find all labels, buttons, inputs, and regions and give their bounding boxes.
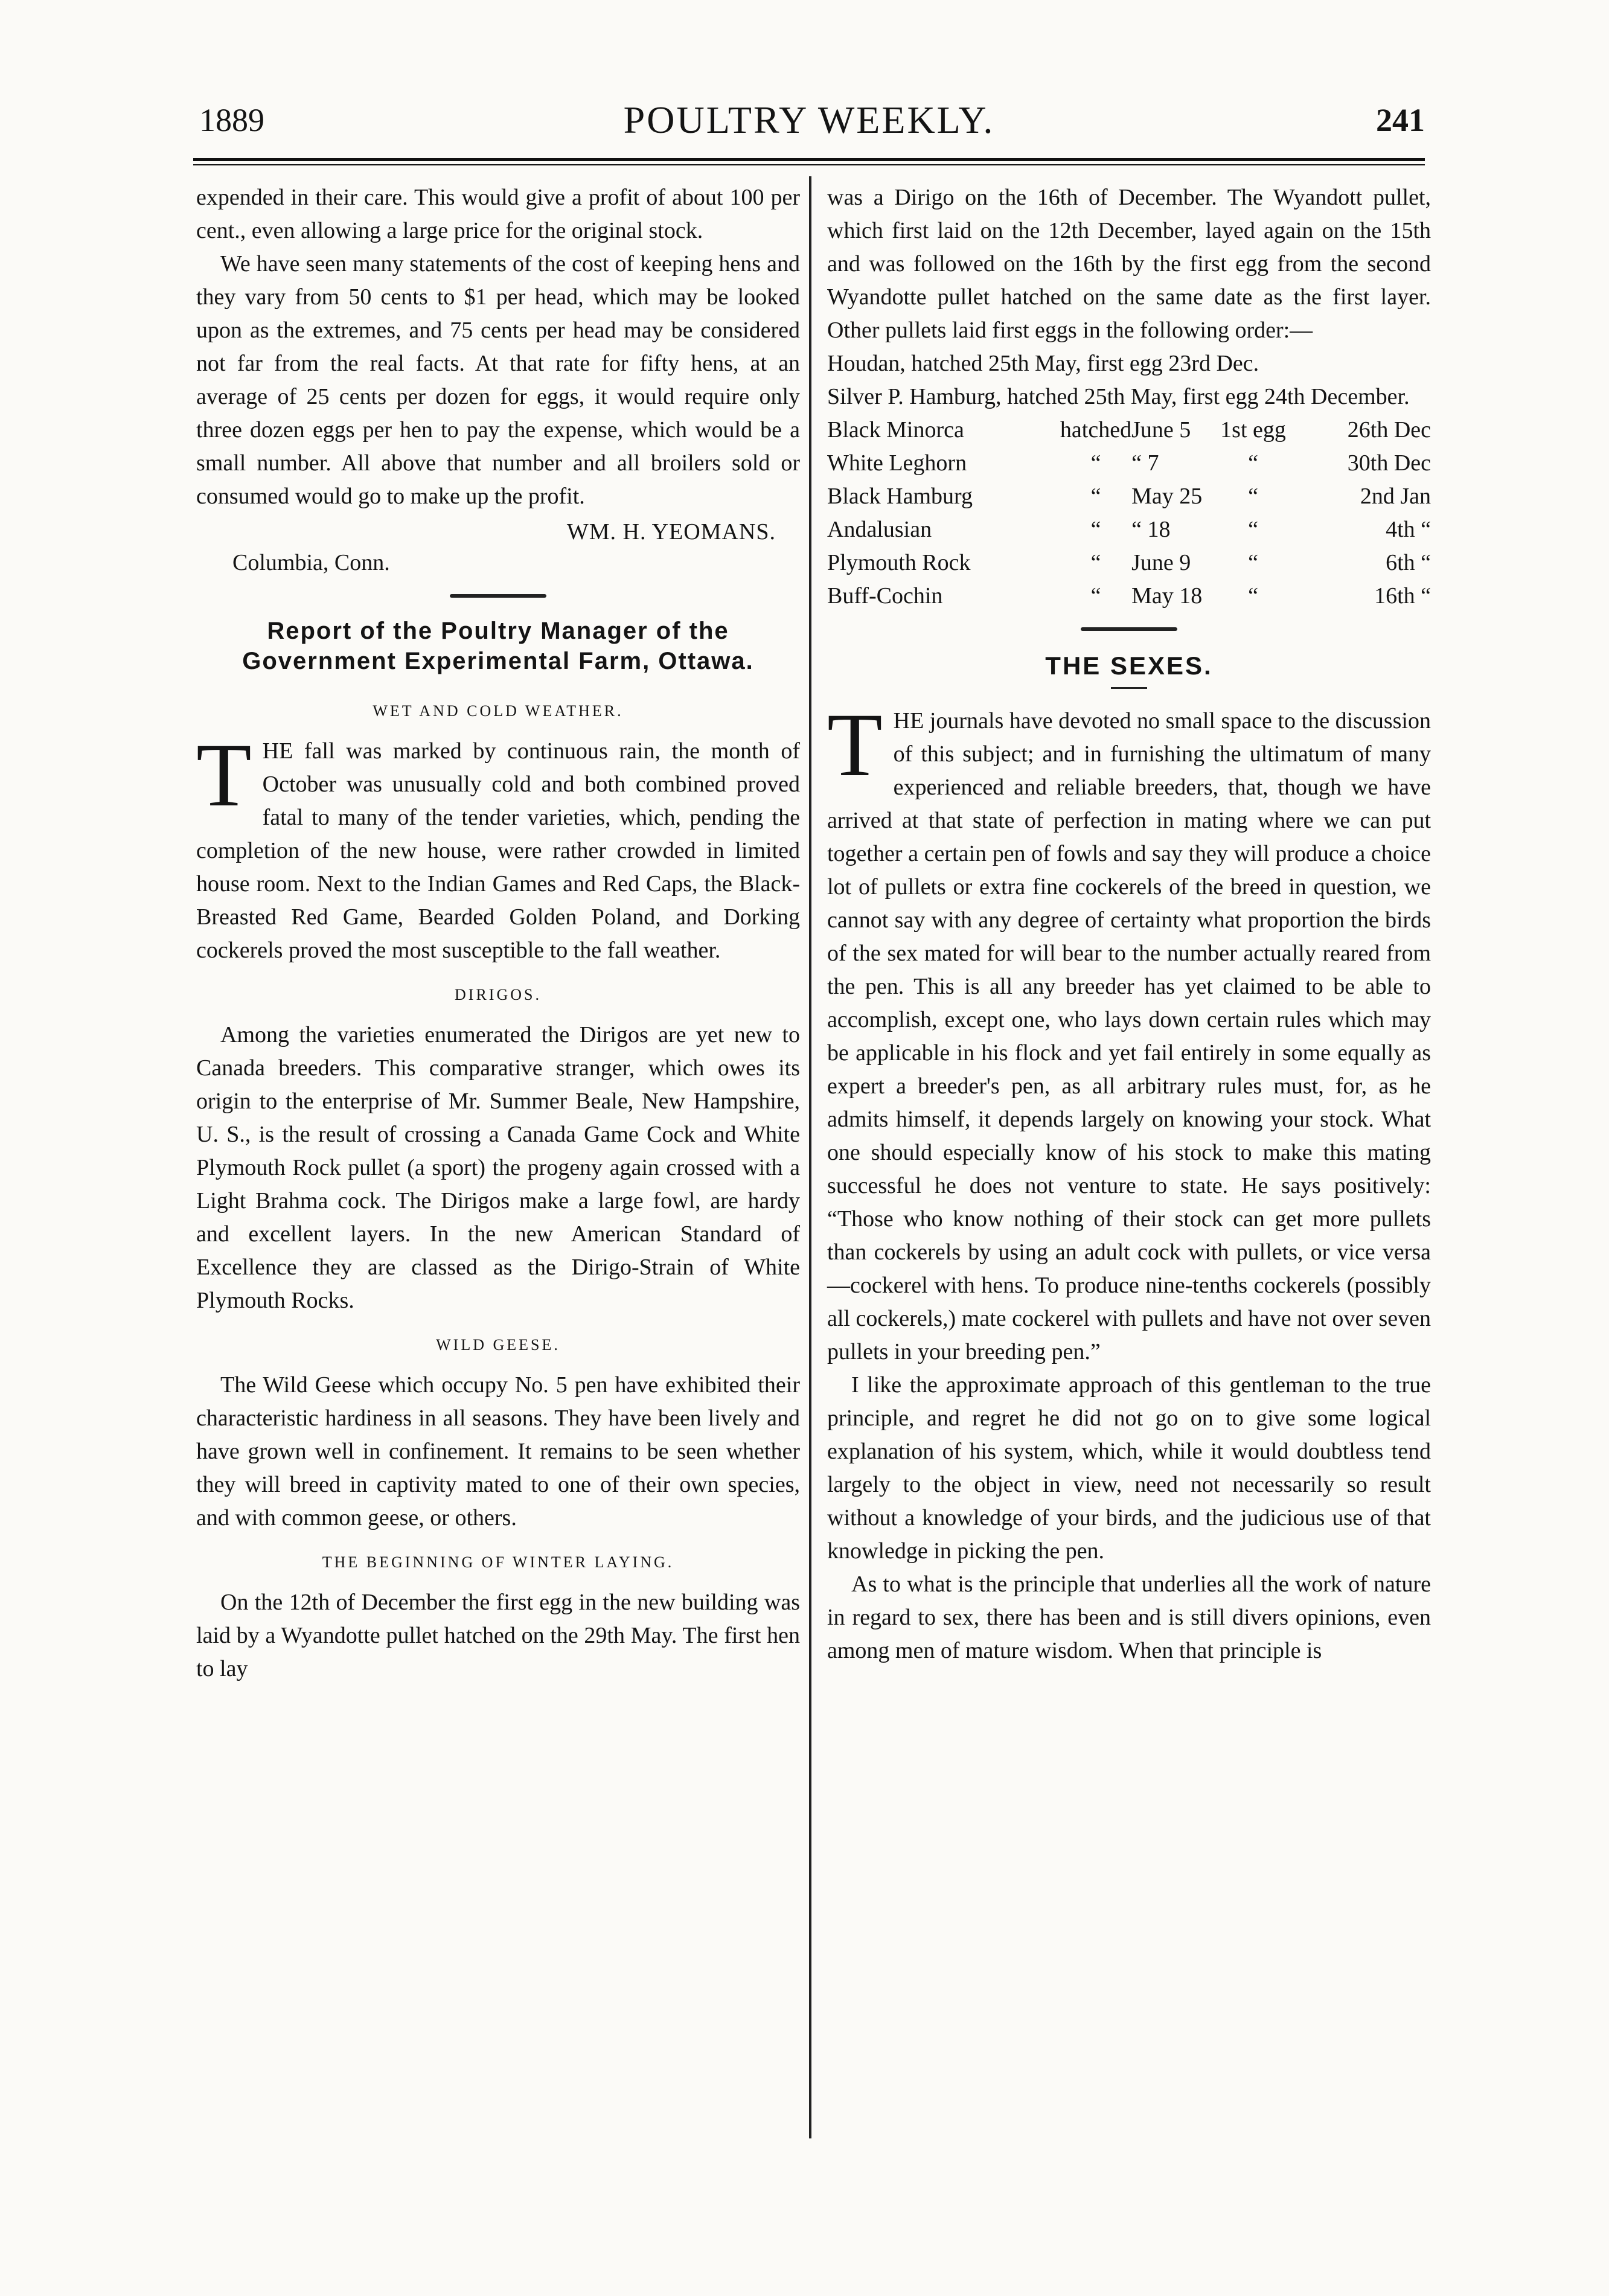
author-place: Columbia, Conn. <box>232 550 390 575</box>
weather-paragraph <box>196 725 800 967</box>
title-underline <box>1111 687 1147 689</box>
subhead-dirigos: DIRIGOS. <box>455 986 542 1003</box>
right-column <box>827 181 1431 1668</box>
breed-cell: Black Minorca <box>827 417 964 443</box>
egg-date-cell: 26th Dec <box>1347 417 1431 443</box>
table-row <box>827 580 1431 613</box>
left-column <box>196 181 800 1686</box>
first-egg-cell: 1st egg <box>1220 417 1286 443</box>
first-egg-cell: “ <box>1248 450 1258 476</box>
section-divider <box>450 594 546 598</box>
egg-date-cell: 2nd Jan <box>1360 484 1431 509</box>
breed-cell: Black Hamburg <box>827 484 973 509</box>
table-row <box>827 414 1431 447</box>
page-header <box>193 91 1425 157</box>
sexes-paragraph-1 <box>827 695 1431 1369</box>
subhead-winter-laying: THE BEGINNING OF WINTER LAYING. <box>322 1553 674 1571</box>
table-row <box>827 480 1431 513</box>
first-egg-cell: “ <box>1248 517 1258 542</box>
sexes-paragraph-3: As to what is the principle that underlies all the work of nature in regard to sex, there has been and is still divers opinions, even among men of mature wisdom. When that principle is <box>827 1572 1431 1663</box>
report-title: Report of the Poultry Manager of the Government Experimental Farm, Ottawa. <box>242 618 754 674</box>
header-title: POULTRY WEEKLY. <box>623 98 995 141</box>
column-divider <box>809 176 811 2138</box>
first-egg-cell: “ <box>1248 583 1258 609</box>
sexes-paragraph-2: I like the approximate approach of this gentleman to the true principle, and regret he did not go on to give some logical explanation of his system, which, while it would doubtless tend largely to the object in view, need not necessarily so result without a knowledge of your birds, and the judicious use of that knowledge in picking the pen. <box>827 1372 1431 1564</box>
header-page-number: 241 <box>1376 102 1425 138</box>
hatch-date-cell: “ 18 <box>1131 517 1171 542</box>
intro-paragraph-1: expended in their care. This would give a profit of about 100 per cent., even allowing a large price for the original stock. <box>196 185 800 243</box>
order-line-2: Silver P. Hamburg, hatched 25th May, first egg 24th December. <box>827 384 1410 409</box>
laying-order-table <box>827 414 1431 613</box>
hatch-date-cell: June 5 <box>1131 417 1191 443</box>
egg-date-cell: 4th “ <box>1386 517 1431 542</box>
table-row <box>827 447 1431 480</box>
author-signature: WM. H. YEOMANS. <box>566 519 776 545</box>
header-rule <box>193 158 1425 161</box>
header-year: 1889 <box>199 102 264 138</box>
breed-cell: Plymouth Rock <box>827 550 971 575</box>
hatched-cell: “ <box>1090 484 1101 509</box>
first-egg-cell: “ <box>1248 550 1258 575</box>
hatch-date-cell: May 25 <box>1131 484 1203 509</box>
subhead-weather: WET AND COLD WEATHER. <box>373 702 624 720</box>
weather-text: HE fall was marked by continuous rain, the month of October was unusually cold and both combined proved fatal to many of the tender varieties, which, pending the completion of the new house, were rather crowded in limited house room. Next to the Indian Games and Red Caps, the Black-Breasted Red Game, Bearded Golden Poland, and Dorking cockerels proved the most susceptible to the fall weather. <box>196 738 800 963</box>
hatched-cell: “ <box>1090 517 1101 542</box>
laying-continued-paragraph: was a Dirigo on the 16th of December. The Wyandott pullet, which first laid on the 12th December, layed again on the 15th and was followed on the 16th by the first egg from the second Wyandotte pullet hatched on the same date as the first layer. Other pullets laid first eggs in the following order:— <box>827 185 1431 343</box>
hatched-cell: hatched <box>1060 417 1132 443</box>
breed-cell: Andalusian <box>827 517 932 542</box>
first-egg-cell: “ <box>1248 484 1258 509</box>
sexes-title: THE SEXES. <box>1045 651 1213 680</box>
intro-paragraph-2: We have seen many statements of the cost of keeping hens and they vary from 50 cents to $1 per head, which may be looked upon as the extremes, and 75 cents per head may be considered not far from the real facts. At that rate for fifty hens, at an average of 25 cents per dozen for eggs, it would require only three dozen eggs per hen to pay the expense, which would be a small number. All above that number and all broilers sold or consumed would go to make up the profit. <box>196 251 800 509</box>
hatched-cell: “ <box>1090 550 1101 575</box>
hatch-date-cell: May 18 <box>1131 583 1203 609</box>
dirigos-paragraph: Among the varieties enumerated the Dirigos are yet new to Canada breeders. This comparative stranger, which owes its origin to the enterprise of Mr. Summer Beale, New Hampshire, U. S., is the result of crossing a Canada Game Cock and White Plymouth Rock pullet (a sport) the progeny again crossed with a Light Brahma cock. The Dirigos make a large fowl, are hardy and excellent layers. In the new American Standard of Excellence they are classed as the Dirigo-Strain of White Plymouth Rocks. <box>196 1022 800 1313</box>
header-rule-thin <box>193 164 1425 165</box>
breed-cell: White Leghorn <box>827 450 967 476</box>
order-line-1: Houdan, hatched 25th May, first egg 23rd Dec. <box>827 351 1259 376</box>
sexes-text: HE journals have devoted no small space to the discussion of this subject; and in furnishing the ultimatum of many experienced and reliable breeders, that, though we have arrived at that state of perfection in mating where we can put together a certain pen of fowls and say they will produce a choice lot of pullets or extra fine cockerels of the breed in question, we cannot say with any degree of certainty what proportion the birds of the sex mated for will bear to the number actually reared from the pen. This is all any breeder has yet claimed to be able to accomplish, except one, who lays down certain rules which may be applicable in his flock and yet fail entirely in some equally as expert a breeder's pen, as all arbitrary rules must, for, as he admits himself, it depends largely on knowing your stock. What one should especially know of his stock to make this mating successful he does not venture to state. He says positively: “Those who know nothing of their stock can get more pullets than cockerels by using an adult cock with pullets, or vice versa—cockerel with hens. To produce nine-tenths cockerels (possibly all cockerels,) mate cockerel with pullets and have not over seven pullets in your breeding pen.” <box>827 708 1431 1364</box>
egg-date-cell: 30th Dec <box>1347 450 1431 476</box>
egg-date-cell: 6th “ <box>1386 550 1431 575</box>
hatch-date-cell: “ 7 <box>1131 450 1159 476</box>
sexes-dropcap: T <box>827 695 883 795</box>
breed-cell: Buff-Cochin <box>827 583 943 609</box>
geese-paragraph: The Wild Geese which occupy No. 5 pen have exhibited their characteristic hardiness in all seasons. They have been lively and have grown well in confinement. It remains to be seen whether they will breed in captivity mated to one of their own species, and with common geese, or others. <box>196 1372 800 1530</box>
section-divider <box>1081 627 1177 631</box>
subhead-geese: WILD GEESE. <box>436 1336 560 1354</box>
table-row <box>827 546 1431 580</box>
table-row <box>827 513 1431 546</box>
weather-dropcap: T <box>196 725 252 825</box>
hatched-cell: “ <box>1090 583 1101 609</box>
laying-paragraph: On the 12th of December the first egg in the new building was laid by a Wyandotte pullet hatched on the 29th May. The first hen to lay <box>196 1590 800 1681</box>
hatch-date-cell: June 9 <box>1131 550 1191 575</box>
hatched-cell: “ <box>1090 450 1101 476</box>
egg-date-cell: 16th “ <box>1374 583 1431 609</box>
